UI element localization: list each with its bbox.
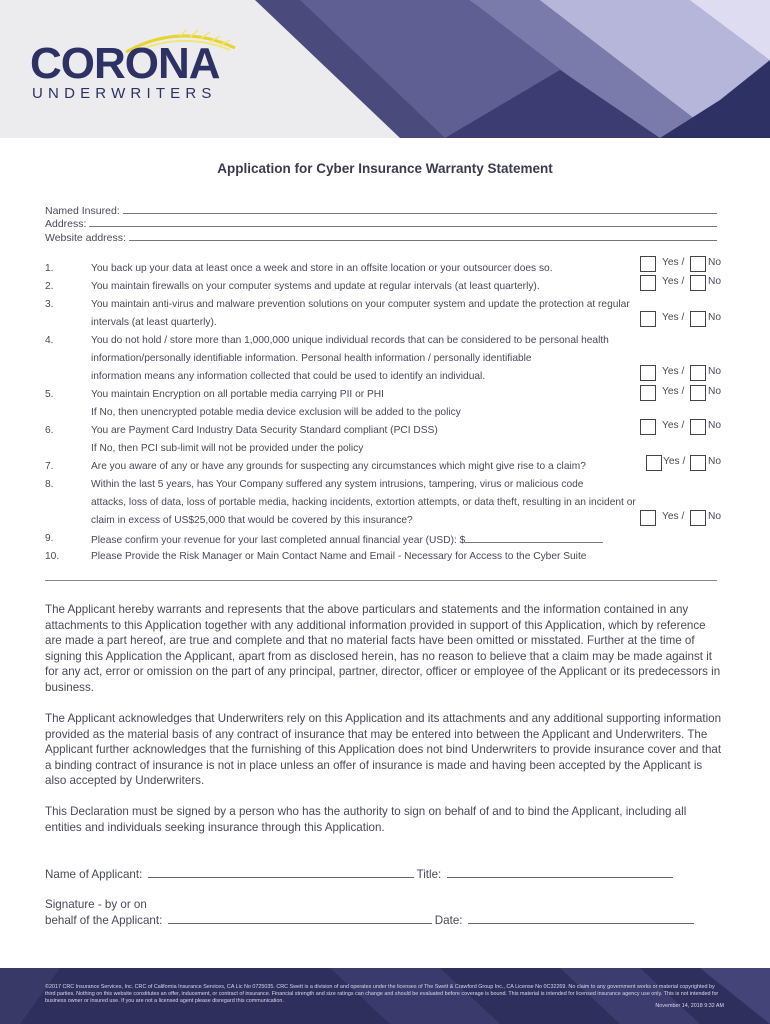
q6-text-line2: If No, then PCI sub-limit will not be provided under the policy xyxy=(91,443,364,454)
footer-disclaimer: ©2017 CRC Insurance Services, Inc. CRC of California Insurance Services, CA Lic No 0725035. CRC Swett is a division of and operates under the licenses of The Swett & Crawford Group Inc., CA License No 0C32269. No claim to any government works or material copyrighted by third parties. Nothing on this website constitutes an offer, inducement, or contract of insurance. Financial strength and size ratings can change and should be evaluated before coverage is bound. This material is intended for licensed insurance agency use only. This is not intended for business owner or insured use. If you are not a licensed agent please disregard this communication. xyxy=(45,984,719,1004)
logo-subtitle: UNDERWRITERS xyxy=(32,85,217,102)
q3-text-line2: intervals (at least quarterly). xyxy=(91,317,217,328)
q6-number: 6. xyxy=(45,425,54,436)
q4-text-line2: information/personally identifiable information. Personal health information / personally identifiable xyxy=(91,353,532,364)
named-insured-label: Named Insured: xyxy=(45,205,120,217)
no-label: No xyxy=(708,276,722,287)
q8-text-line3: claim in excess of US$25,000 that would be covered by this insurance? xyxy=(91,515,413,526)
q1-yes-checkbox[interactable] xyxy=(640,256,656,272)
q2-yes-checkbox[interactable] xyxy=(640,275,656,291)
q9-label: Please confirm your revenue for your last completed annual financial year (USD): $ xyxy=(91,535,466,546)
website-label: Website address: xyxy=(45,232,126,244)
date-label: Date: xyxy=(434,914,463,927)
acknowledgement-paragraph: The Applicant acknowledges that Underwriters rely on this Application and its attachments and any additional supporting information provided as the material basis of any contract of insurance that may be entered into between the Applicant and Underwriters. The Applicant further acknowledges that the furnishing of this Application does not bind Underwriters to provide insurance cover and that a binding contract of insurance is not in place unless an offer of insurance is made and having been accepted by the Applicant is also accepted by Underwriters. xyxy=(45,712,722,788)
title-label: Title: xyxy=(416,868,442,881)
address-input[interactable] xyxy=(89,217,717,227)
q9-text xyxy=(91,533,603,547)
warranty-paragraph: The Applicant hereby warrants and represents that the above particulars and statements and the information contained in any attachments to this Application together with any additional information provided in support of this Application, which by reference are made a part hereof, are true and complete and that no material facts have been omitted or misstated. Further at the time of signing this Application the Applicant, apart from as disclosed herein, has no reason to believe that a claim may be made against it for any act, error or omission on the part of any principal, partner, director, officer or employee of the Applicant or its predecessors in business. xyxy=(45,603,721,694)
website-field[interactable] xyxy=(45,231,717,244)
q10-text: Please Provide the Risk Manager or Main Contact Name and Email - Necessary for Access to the Cyber Suite xyxy=(91,551,587,562)
date-input[interactable] xyxy=(468,912,694,924)
q4-number: 4. xyxy=(45,335,54,346)
logo-wordmark: CORONA xyxy=(30,39,220,88)
signature-input[interactable] xyxy=(168,912,432,924)
q8-yes-checkbox[interactable] xyxy=(640,510,656,526)
q3-yes-checkbox[interactable] xyxy=(640,311,656,327)
q6-yes-checkbox[interactable] xyxy=(640,419,656,435)
q5-text-line2: If No, then unencrypted potable media device exclusion will be added to the policy xyxy=(91,407,461,418)
declaration-paragraph: This Declaration must be signed by a person who has the authority to sign on behalf of and to bind the Applicant, including all entities and individuals seeking insurance through this Application. xyxy=(45,805,687,834)
q2-no-checkbox[interactable] xyxy=(690,275,706,291)
q8-text-line1: Within the last 5 years, has Your Company suffered any system intrusions, tampering, virus or malicious code xyxy=(91,479,584,490)
q8-text-line2: attacks, loss of data, loss of portable media, hacking incidents, extortion attempts, or data theft, resulting in an incident or xyxy=(91,497,636,508)
q7-number: 7. xyxy=(45,461,54,472)
no-label: No xyxy=(708,366,722,377)
q4-no-checkbox[interactable] xyxy=(690,365,706,381)
no-label: No xyxy=(708,456,722,467)
q3-no-checkbox[interactable] xyxy=(690,311,706,327)
named-insured-field[interactable] xyxy=(45,204,717,217)
q3-text-line1: You maintain anti-virus and malware prevention solutions on your computer system and update the protection at regular xyxy=(91,299,630,310)
q4-text-line1: You do not hold / store more than 1,000,000 unique individual records that can be considered to be personal health xyxy=(91,335,609,346)
q5-number: 5. xyxy=(45,389,54,400)
address-label: Address: xyxy=(45,218,87,230)
q6-text-line1: You are Payment Card Industry Data Security Standard compliant (PCI DSS) xyxy=(91,425,438,436)
q7-text: Are you aware of any or have any grounds for suspecting any circumstances which might give rise to a claim? xyxy=(91,461,586,472)
named-insured-input[interactable] xyxy=(123,204,717,214)
yes-label: Yes / xyxy=(663,456,686,467)
q7-no-checkbox[interactable] xyxy=(690,455,706,471)
yes-label: Yes / xyxy=(662,511,685,522)
q8-number: 8. xyxy=(45,479,54,490)
address-field[interactable] xyxy=(45,217,717,230)
q7-yes-checkbox[interactable] xyxy=(646,455,662,471)
q10-number: 10. xyxy=(45,551,60,562)
q6-no-checkbox[interactable] xyxy=(690,419,706,435)
yes-label: Yes / xyxy=(662,276,685,287)
applicant-name-row xyxy=(45,866,673,882)
document-title: Application for Cyber Insurance Warranty Statement xyxy=(217,161,553,176)
no-label: No xyxy=(708,386,722,397)
no-label: No xyxy=(708,312,722,323)
footer-date: November 14, 2018 9:32 AM xyxy=(655,1003,724,1009)
q5-yes-checkbox[interactable] xyxy=(640,385,656,401)
no-label: No xyxy=(708,420,722,431)
website-input[interactable] xyxy=(129,231,717,241)
q2-number: 2. xyxy=(45,281,54,292)
applicant-name-input[interactable] xyxy=(148,866,414,878)
yes-label: Yes / xyxy=(662,420,685,431)
q1-no-checkbox[interactable] xyxy=(690,256,706,272)
yes-label: Yes / xyxy=(662,366,685,377)
revenue-input[interactable] xyxy=(465,533,603,543)
no-label: No xyxy=(708,511,722,522)
signature-label-line2: behalf of the Applicant: xyxy=(45,914,163,927)
q4-yes-checkbox[interactable] xyxy=(640,365,656,381)
signature-row xyxy=(45,912,694,928)
signature-label-line1: Signature - by or on xyxy=(45,898,147,911)
q3-number: 3. xyxy=(45,299,54,310)
q1-text: You back up your data at least once a week and store in an offsite location or your outsourcer does so. xyxy=(91,263,553,274)
no-label: No xyxy=(708,257,722,268)
applicant-name-label: Name of Applicant: xyxy=(45,868,143,881)
title-input[interactable] xyxy=(447,866,673,878)
yes-label: Yes / xyxy=(662,386,685,397)
q1-number: 1. xyxy=(45,263,54,274)
q8-no-checkbox[interactable] xyxy=(690,510,706,526)
header-banner xyxy=(0,0,770,138)
corona-logo xyxy=(30,28,260,108)
q4-text-line3: information means any information collected that could be used to identify an individual. xyxy=(91,371,486,382)
yes-label: Yes / xyxy=(662,312,685,323)
q5-no-checkbox[interactable] xyxy=(690,385,706,401)
contact-input-line[interactable] xyxy=(45,580,717,581)
q2-text: You maintain firewalls on your computer systems and update at regular intervals (at least quarterly). xyxy=(91,281,540,292)
yes-label: Yes / xyxy=(662,257,685,268)
q5-text-line1: You maintain Encryption on all portable media carrying PII or PHI xyxy=(91,389,384,400)
q9-number: 9. xyxy=(45,533,54,544)
